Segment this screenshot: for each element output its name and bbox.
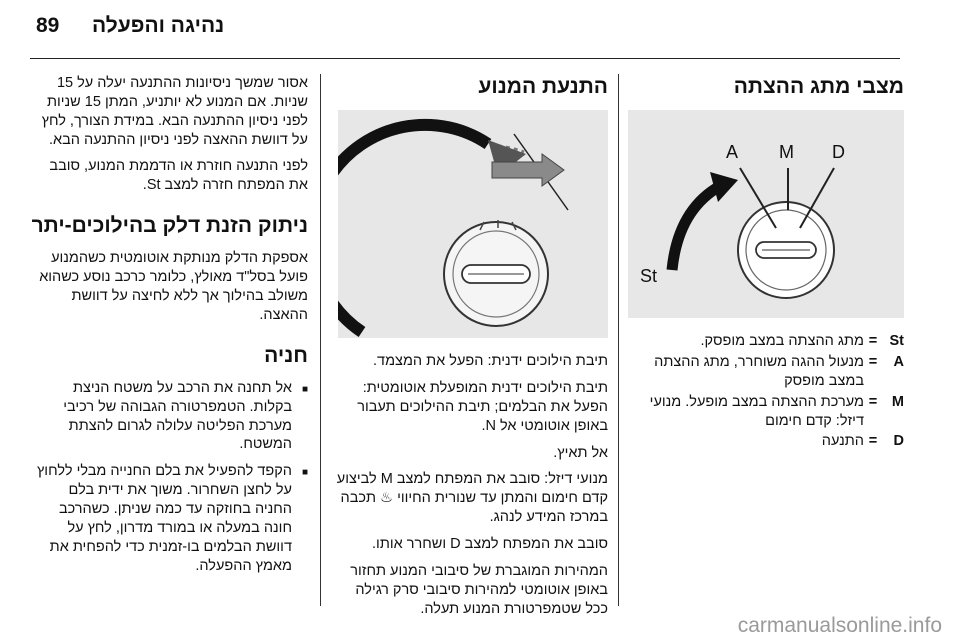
column-ignition-positions [628,74,904,604]
chapter-title: נהיגה והפעלה [92,14,225,37]
column-starting-parking [30,74,308,604]
list-item [30,379,308,454]
paragraph: אסור שמשך ניסיונות ההתנעה יעלה על 15 שניות. אם המנוע לא יותניע, המתן 15 שניות לפני ניסיון ההתנעה הבא. במידת הצורך, לחץ על דוושת ההאצה לפני ניסיון ההתנעה הבא. [41,75,308,148]
legend-row [628,332,904,351]
legend-key: St [889,333,904,350]
paragraph: לפני התנעה חוזרת או הדממת המנוע, סובב את המפתח חזרה למצב St. [49,158,308,194]
legend-desc: מערכת ההצתה במצב מופעל. מנועי דיזל: קדם חימום [649,393,864,429]
section-title-parking: חניה [264,343,308,367]
figure-label-a: A [726,142,739,163]
figure-label-st: St [640,266,658,287]
legend-desc: התנעה [821,433,864,450]
legend-row [628,393,904,431]
legend-key: D [893,433,904,450]
bullet-square-icon: ■ [301,383,308,395]
ignition-switch-figure [628,110,904,318]
ignition-legend [628,332,904,451]
ignition-switch-drawing [628,110,904,318]
bullet-square-icon: ■ [301,467,308,479]
section-title-engine-start: התנעת המנוע [478,75,608,98]
legend-desc: מתג ההצתה במצב מופסק. [700,333,864,350]
key-turn-drawing [338,110,608,338]
paragraph: תיבת הילוכים ידנית: הפעל את המצמד. [373,353,608,370]
legend-equals: = [868,354,878,371]
column-engine-start [330,74,608,617]
legend-equals: = [868,393,878,410]
paragraph: תיבת הילוכים ידנית המופעלת אוטומטית: הפעל את הבלמים; תיבת ההילוכים תעבור באופן אוטומטי אל N. [357,380,608,434]
page-number: 89 [36,14,60,37]
paragraph: אל תאיץ. [553,444,608,461]
bullet-text: הקפד להפעיל את בלם החנייה מבלי ללחוץ על לחצן השחרור. משוך את ידית בלם החניה בחוזקה עד כמה שניתן. כשהרכב חונה במעלה או במורד מדרון, לחץ על דוושת הבלמים בו-זמנית כדי להפחית את מאמץ ההפעלה. [37,463,292,574]
column-divider [618,74,619,606]
paragraph: המהירות המוגברת של סיבובי המנוע תחזור באופן אוטומטי למהירות סיבובי סרק רגילה ככל שטמפרטורת המנוע תעלה. [350,562,608,617]
section-title-ignition-positions: מצבי מתג ההצתה [733,75,904,98]
legend-row [628,353,904,391]
legend-row [628,432,904,451]
section-title-fuel-cutoff: ניתוק הזנת דלק בהילוכים-יתר [31,214,308,238]
page-header [30,14,900,50]
paragraph: סובב את המפתח למצב D ושחרר אותו. [372,536,608,552]
column-divider [320,74,321,606]
legend-equals: = [868,333,878,350]
legend-key: M [891,393,904,410]
watermark: carmanualsonline.info [737,614,942,637]
key-turn-figure [338,110,608,338]
figure-label-d: D [832,142,845,163]
legend-desc: מנעול ההגה משוחרר, מתג ההצתה במצב מופסק [654,354,864,389]
legend-key: A [893,354,904,371]
header-divider [30,58,900,59]
bullet-text: אל תחנה את הרכב על משטח הניצת בקלות. הטמפרטורה הגבוהה של רכיבי מערכת הפליטה עלולה לגרום להצתת המשטח. [63,379,292,453]
paragraph: אספקת הדלק מנותקת אוטומטית כשהמנוע פועל בסל"ד מאולץ, כלומר כרכב נוסע כשהוא משולב בהילוך אך ללא לחיצה על דוושת ההאצה. [39,250,308,323]
legend-equals: = [868,433,878,450]
list-item [30,462,308,575]
paragraph: מנועי דיזל: סובב את המפתח למצב M לביצוע קדם חימום והמתן עד שנורית החיווי ♨ תכבה במרכז המידע לנהג. [336,471,608,526]
figure-label-m: M [779,142,794,163]
